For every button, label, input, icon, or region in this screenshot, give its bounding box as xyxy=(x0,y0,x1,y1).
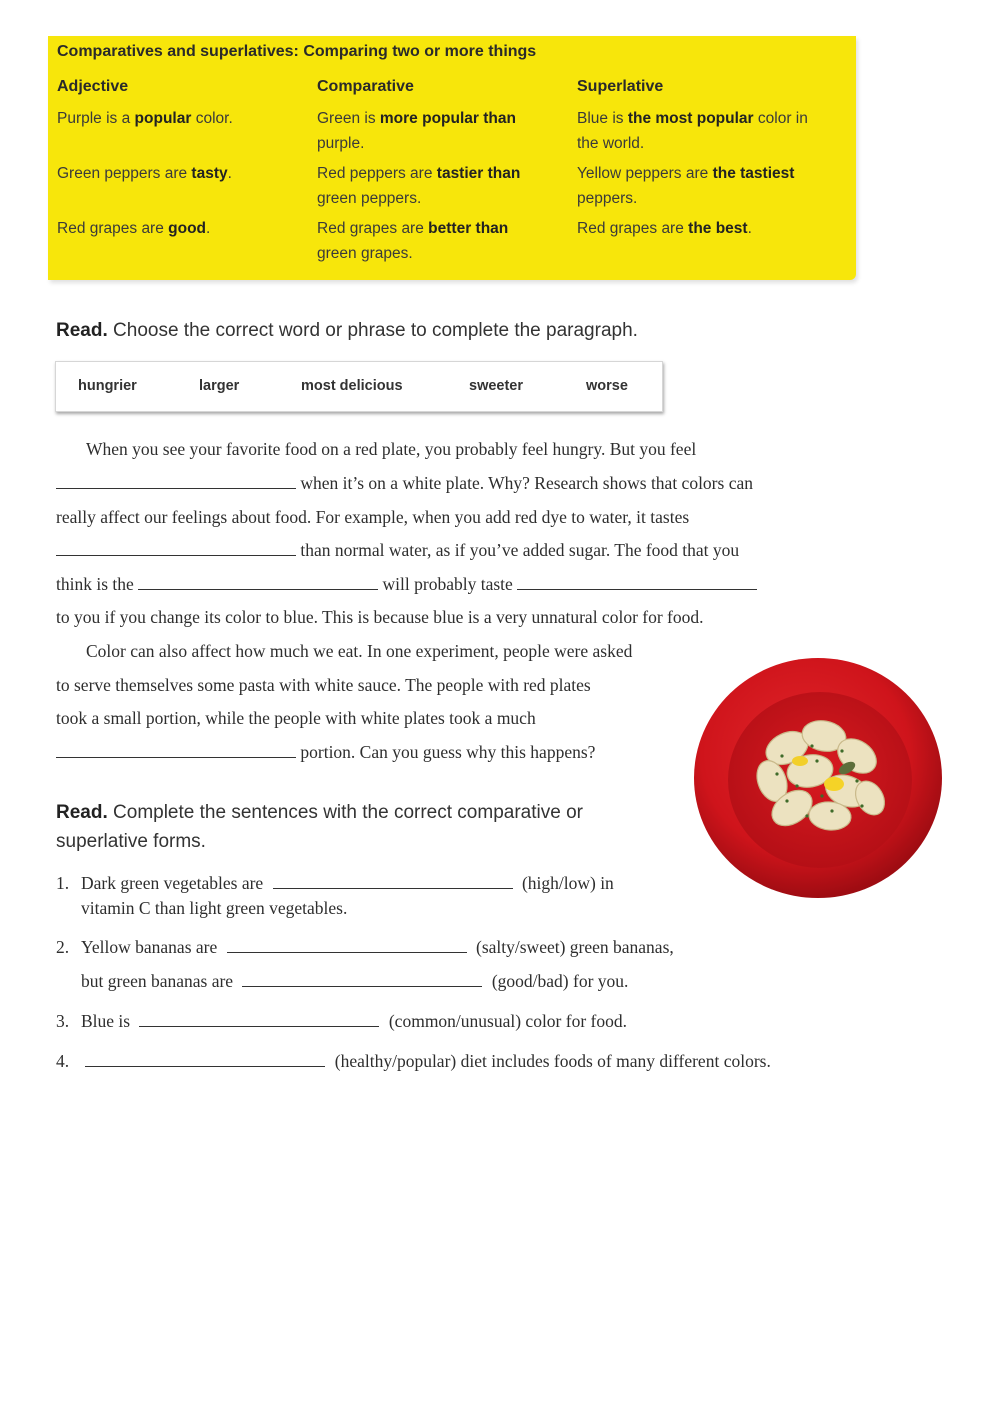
grammar-cell: Red grapes are good. xyxy=(57,220,211,237)
answer-blank[interactable] xyxy=(56,756,296,758)
exercise-item-2: 2. Yellow bananas are (salty/sweet) green bananas, xyxy=(56,937,674,957)
answer-blank[interactable] xyxy=(273,887,513,889)
grammar-title: Comparatives and superlatives: Comparing two or more things xyxy=(57,43,537,60)
answer-blank[interactable] xyxy=(517,588,757,590)
exercise-item-1-line2: vitamin C than light green vegetables. xyxy=(81,898,348,918)
header-adjective: Adjective xyxy=(57,78,129,95)
paragraph-line: than normal water, as if you’ve added sugar. The food that you xyxy=(56,540,739,561)
word-bank-item[interactable]: sweeter xyxy=(469,378,524,394)
paragraph-line: Color can also affect how much we eat. In one experiment, people were asked xyxy=(86,641,633,661)
grammar-cell: Green peppers are tasty. xyxy=(57,165,232,182)
activity1-instruction: Read. Choose the correct word or phrase to complete the paragraph. xyxy=(56,320,638,341)
exercise-item-2-line2: but green bananas are (good/bad) for you. xyxy=(81,971,629,991)
activity2-instruction: Read. Complete the sentences with the correct comparative or xyxy=(56,802,583,823)
word-bank-item[interactable]: most delicious xyxy=(301,378,403,394)
paragraph-line: portion. Can you guess why this happens? xyxy=(56,742,595,763)
paragraph-line: to serve themselves some pasta with white sauce. The people with red plates xyxy=(56,675,591,695)
exercise-item-3: 3. Blue is (common/unusual) color for food. xyxy=(56,1011,627,1031)
header-comparative: Comparative xyxy=(317,78,414,95)
answer-blank[interactable] xyxy=(56,487,296,489)
activity2-instruction-line2: superlative forms. xyxy=(56,831,206,852)
grammar-cell: Red grapes are the best. xyxy=(577,220,752,237)
answer-blank[interactable] xyxy=(56,554,296,556)
exercise-item-1: 1. Dark green vegetables are (high/low) in xyxy=(56,873,614,893)
header-superlative: Superlative xyxy=(577,78,664,95)
answer-blank[interactable] xyxy=(139,1025,379,1027)
grammar-cell: Blue is the most popular color in the world. xyxy=(577,110,808,152)
paragraph-line: really affect our feelings about food. For example, when you add red dye to water, it tastes xyxy=(56,507,690,527)
grammar-cell: Red peppers are tastier than green peppers. xyxy=(317,165,521,207)
grammar-cell: Red grapes are better than green grapes. xyxy=(317,220,509,262)
word-bank-item[interactable]: hungrier xyxy=(78,378,137,394)
answer-blank[interactable] xyxy=(242,985,482,987)
grammar-box xyxy=(48,36,856,280)
word-bank xyxy=(55,361,663,412)
answer-blank[interactable] xyxy=(138,588,378,590)
pasta-plate-icon xyxy=(692,656,944,900)
word-bank-item[interactable]: larger xyxy=(199,378,240,394)
grammar-cell: Green is more popular than purple. xyxy=(317,110,516,152)
word-bank-item[interactable]: worse xyxy=(586,378,628,394)
answer-blank[interactable] xyxy=(227,951,467,953)
paragraph-line: when it’s on a white plate. Why? Research shows that colors can xyxy=(56,473,753,494)
grammar-cell: Yellow peppers are the tastiest peppers. xyxy=(577,165,795,207)
answer-blank[interactable] xyxy=(85,1065,325,1067)
exercise-item-4: 4. (healthy/popular) diet includes foods of many different colors. xyxy=(56,1051,771,1071)
paragraph-line: to you if you change its color to blue. This is because blue is a very unnatural color for food. xyxy=(56,607,704,627)
grammar-cell: Purple is a popular color. xyxy=(57,110,233,127)
paragraph-line: When you see your favorite food on a red plate, you probably feel hungry. But you feel xyxy=(86,439,697,459)
paragraph-line: took a small portion, while the people with white plates took a much xyxy=(56,708,536,728)
paragraph-line: think is the will probably taste xyxy=(56,574,757,595)
